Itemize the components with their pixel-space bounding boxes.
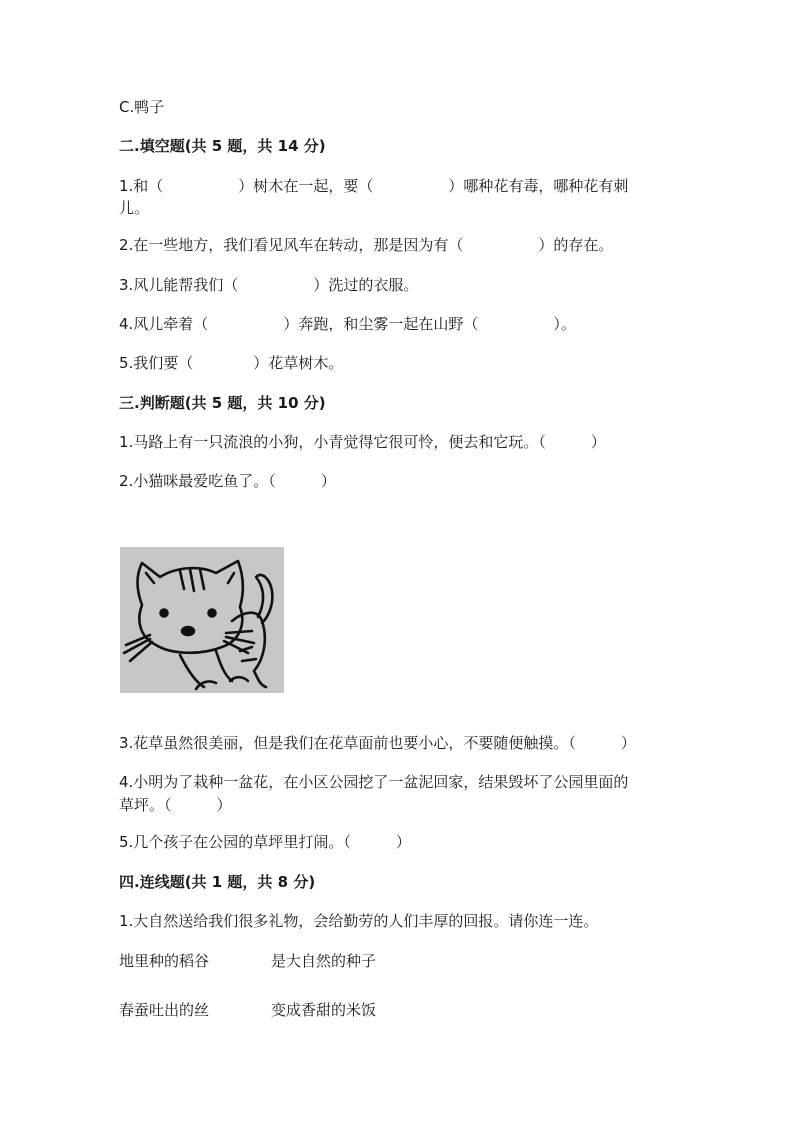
judge-question-4	[119, 771, 679, 817]
judge-question-1: 1.马路上有一只流浪的小狗，小青觉得它很可怜，便去和它玩。（ ）	[119, 433, 606, 451]
judge-question-4-line-2: 草坪。（ ）	[119, 796, 232, 814]
judge-question-3: 3.花草虽然很美丽，但是我们在花草面前也要小心，不要随便触摸。（ ）	[119, 734, 636, 752]
section-2-heading: 二.填空题(共 5 题，共 14 分)	[119, 137, 326, 155]
option-c: C.鸭子	[119, 98, 165, 116]
judge-question-5: 5.几个孩子在公园的草坪里打闹。（ ）	[119, 833, 411, 851]
match-question-1: 1.大自然送给我们很多礼物，会给勤劳的人们丰厚的回报。请你连一连。	[119, 912, 599, 930]
match-left-item-2: 春蚕吐出的丝	[119, 1001, 210, 1019]
cat-drawing	[120, 547, 284, 693]
judge-question-4-line-1: 4.小明为了栽种一盆花，在小区公园挖了一盆泥回家，结果毁坏了公园里面的	[119, 773, 629, 791]
fill-question-1-line-2: 儿。	[119, 199, 150, 217]
cat-illustration	[120, 547, 284, 693]
section-4-heading: 四.连线题(共 1 题，共 8 分)	[119, 873, 316, 891]
match-right-item-1: 是大自然的种子	[271, 952, 377, 970]
match-left-item-1: 地里种的稻谷	[119, 952, 210, 970]
fill-question-5: 5.我们要（ ）花草树木。	[119, 354, 344, 372]
fill-question-3: 3.风儿能帮我们（ ）洗过的衣服。	[119, 276, 419, 294]
fill-question-4: 4.风儿牵着（ ）奔跑，和尘雾一起在山野（ ）。	[119, 315, 576, 333]
fill-question-1-line-1: 1.和（ ）树木在一起，要（ ）哪种花有毒，哪种花有刺	[119, 177, 629, 195]
section-3-heading: 三.判断题(共 5 题，共 10 分)	[119, 394, 326, 412]
match-right-item-2: 变成香甜的米饭	[271, 1001, 377, 1019]
fill-question-1	[119, 175, 628, 219]
fill-question-2: 2.在一些地方，我们看见风车在转动，那是因为有（ ）的存在。	[119, 236, 614, 254]
judge-question-2: 2.小猫咪最爱吃鱼了。（ ）	[119, 472, 336, 490]
